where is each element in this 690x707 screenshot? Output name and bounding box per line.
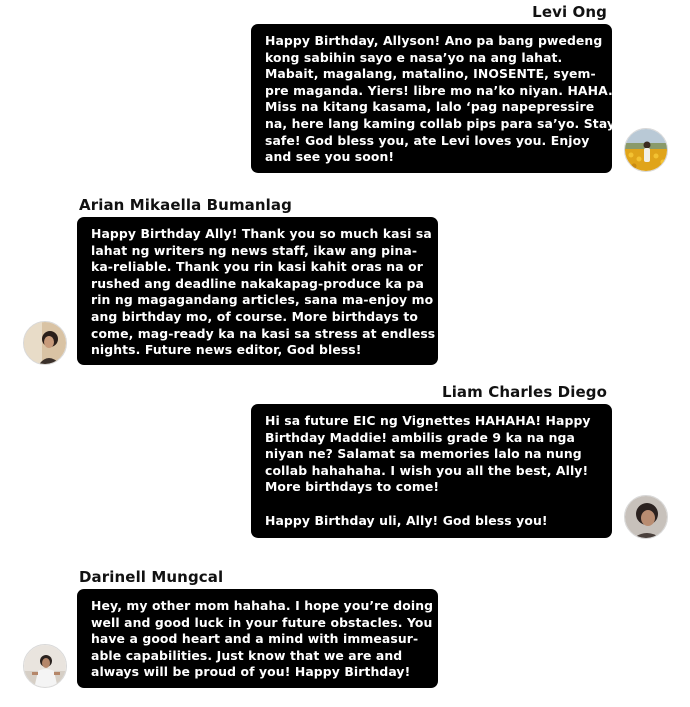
message-bubble <box>251 404 612 538</box>
sender-name: Levi Ong <box>532 3 607 21</box>
message-bubble <box>77 217 438 365</box>
message-line: kong sabihin sayo e nasa’yo na ang lahat. <box>265 49 563 65</box>
message-line: always will be proud of you! Happy Birthday! <box>91 664 411 680</box>
sender-name: Darinell Mungcal <box>79 568 224 586</box>
message-line: lahat ng writers ng news staff, ikaw ang pina- <box>91 242 418 258</box>
avatar-profile-photo-icon <box>23 644 67 688</box>
message-line: ka-reliable. Thank you rin kasi kahit oras na or <box>91 259 423 275</box>
message-line: safe! God bless you, ate Levi loves you. Enjoy <box>265 132 590 148</box>
avatar-profile-photo-icon <box>23 321 67 365</box>
message-line: collab hahahaha. I wish you all the best, Ally! <box>265 462 589 478</box>
message-line: ang birthday mo, of course. More birthdays to <box>91 308 419 324</box>
message-line: able capabilities. Just know that we are and <box>91 647 403 663</box>
message-line: niyan ne? Salamat sa memories lalo na nung <box>265 446 582 462</box>
message-line: come, mag-ready ka na kasi sa stress at endless <box>91 325 436 341</box>
message-line: More birthdays to come! <box>265 479 440 495</box>
message-line: Miss na kitang kasama, lalo ‘pag napepressire <box>265 99 595 115</box>
message-line: and see you soon! <box>265 149 395 165</box>
message-line: Happy Birthday uli, Ally! God bless you! <box>265 512 548 528</box>
message-line: Birthday Maddie! ambilis grade 9 ka na nga <box>265 429 575 445</box>
message-line <box>265 496 599 513</box>
avatar-profile-photo-icon <box>624 495 668 539</box>
message-line: rushed ang deadline nakakapag-produce ka pa <box>91 275 424 291</box>
message-line: Happy Birthday Ally! Thank you so much kasi sa <box>91 226 432 241</box>
message-line: have a good heart and a mind with immeasur- <box>91 631 419 647</box>
message-bubble <box>77 589 438 688</box>
sender-name: Liam Charles Diego <box>442 383 607 401</box>
sender-name: Arian Mikaella Bumanlag <box>79 196 292 214</box>
message-line: nights. Future news editor, God bless! <box>91 342 362 358</box>
message-line: Hey, my other mom hahaha. I hope you’re doing <box>91 598 434 613</box>
message-line: well and good luck in your future obstacles. You <box>91 614 433 630</box>
avatar-sunflower-field-icon <box>624 128 668 172</box>
message-line: Hi sa future EIC ng Vignettes HAHAHA! Happy <box>265 413 591 428</box>
message-bubble <box>251 24 616 173</box>
message-line: pre maganda. Yiers! libre mo na’ko niyan. HAHA. <box>265 82 613 98</box>
message-line: rin ng magagandang articles, sana ma-enjoy mo <box>91 292 434 308</box>
message-line: na, here lang kaming collab pips para sa’yo. Stay <box>265 115 616 131</box>
message-line: Happy Birthday, Allyson! Ano pa bang pwedeng <box>265 33 603 48</box>
message-line: Mabait, magalang, matalino, INOSENTE, syem- <box>265 66 596 82</box>
